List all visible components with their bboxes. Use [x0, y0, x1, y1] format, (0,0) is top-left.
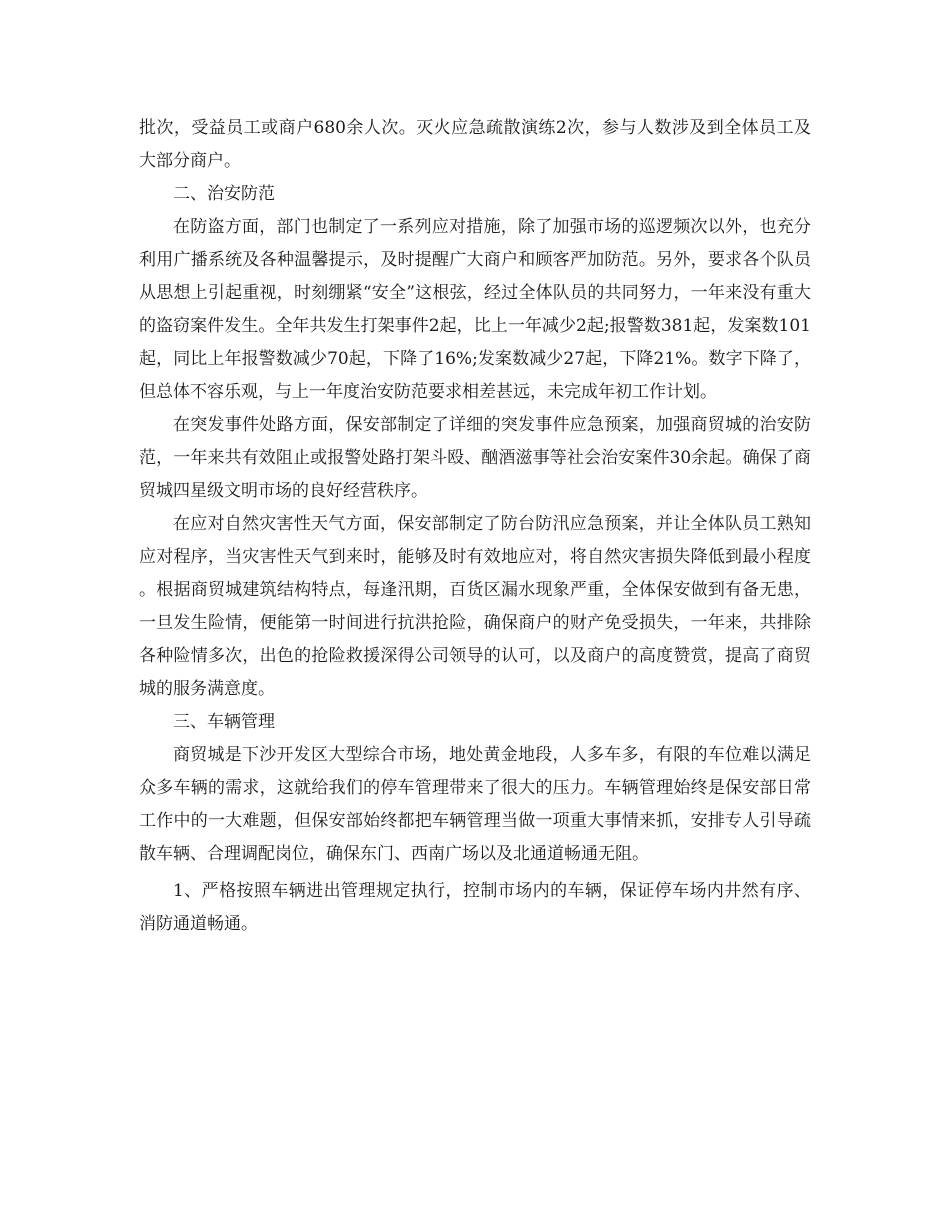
paragraph-vehicle-rule-1: 1、严格按照车辆进出管理规定执行，控制市场内的车辆，保证停车场内井然有序、消防通道畅通。 — [139, 881, 811, 934]
paragraph-theft-prevention: 在防盗方面，部门也制定了一系列应对措施，除了加强市场的巡逻频次以外，也充分利用广播系统及各种温馨提示，及时提醒广大商户和顾客严加防范。另外，要求各个队员从思想上引起重视，时刻绷紧“安全”这根弦，经过全体队员的共同努力，一年来没有重大的盗窃案件发生。全年共发生打架事件2起，比上一年减少2起;报警数381起，发案数101起，同比上年报警数减少70起，下降了16%;发案数减少27起，下降21%。数字下降了，但总体不容乐观，与上一年度治安防范要求相差甚远，未完成年初工作计划。 — [139, 217, 811, 402]
document-body — [139, 112, 811, 941]
section-heading-vehicle: 三、车辆管理 — [173, 712, 275, 732]
paragraph-emergency-handling: 在突发事件处路方面，保安部制定了详细的突发事件应急预案，加强商贸城的治安防范，一年来共有效阻止或报警处路打架斗殴、酗酒滋事等社会治安案件30余起。确保了商贸城四星级文明市场的良好经营秩序。 — [139, 415, 811, 501]
section-heading-security: 二、治安防范 — [173, 184, 275, 204]
paragraph-vehicle-management: 商贸城是下沙开发区大型综合市场，地处黄金地段，人多车多，有限的车位难以满足众多车辆的需求，这就给我们的停车管理带来了很大的压力。车辆管理始终是保安部日常工作中的一大难题，但保安部始终都把车辆管理当做一项重大事情来抓，安排专人引导疏散车辆、合理调配岗位，确保东门、西南广场以及北通道畅通无阻。 — [139, 745, 811, 864]
paragraph-natural-disaster: 在应对自然灾害性天气方面，保安部制定了防台防汛应急预案，并让全体队员工熟知应对程序，当灾害性天气到来时，能够及时有效地应对，将自然灾害损失降低到最小程度。根据商贸城建筑结构特点，每逢汛期，百货区漏水现象严重，全体保安做到有备无患，一旦发生险情，便能第一时间进行抗洪抢险，确保商户的财产免受损失，一年来，共排除各种险情多次，出色的抢险救援深得公司领导的认可，以及商户的高度赞赏，提高了商贸城的服务满意度。 — [139, 514, 811, 699]
paragraph-training-summary: 批次，受益员工或商户680余人次。灭火应急疏散演练2次，参与人数涉及到全体员工及大部分商户。 — [139, 118, 811, 171]
